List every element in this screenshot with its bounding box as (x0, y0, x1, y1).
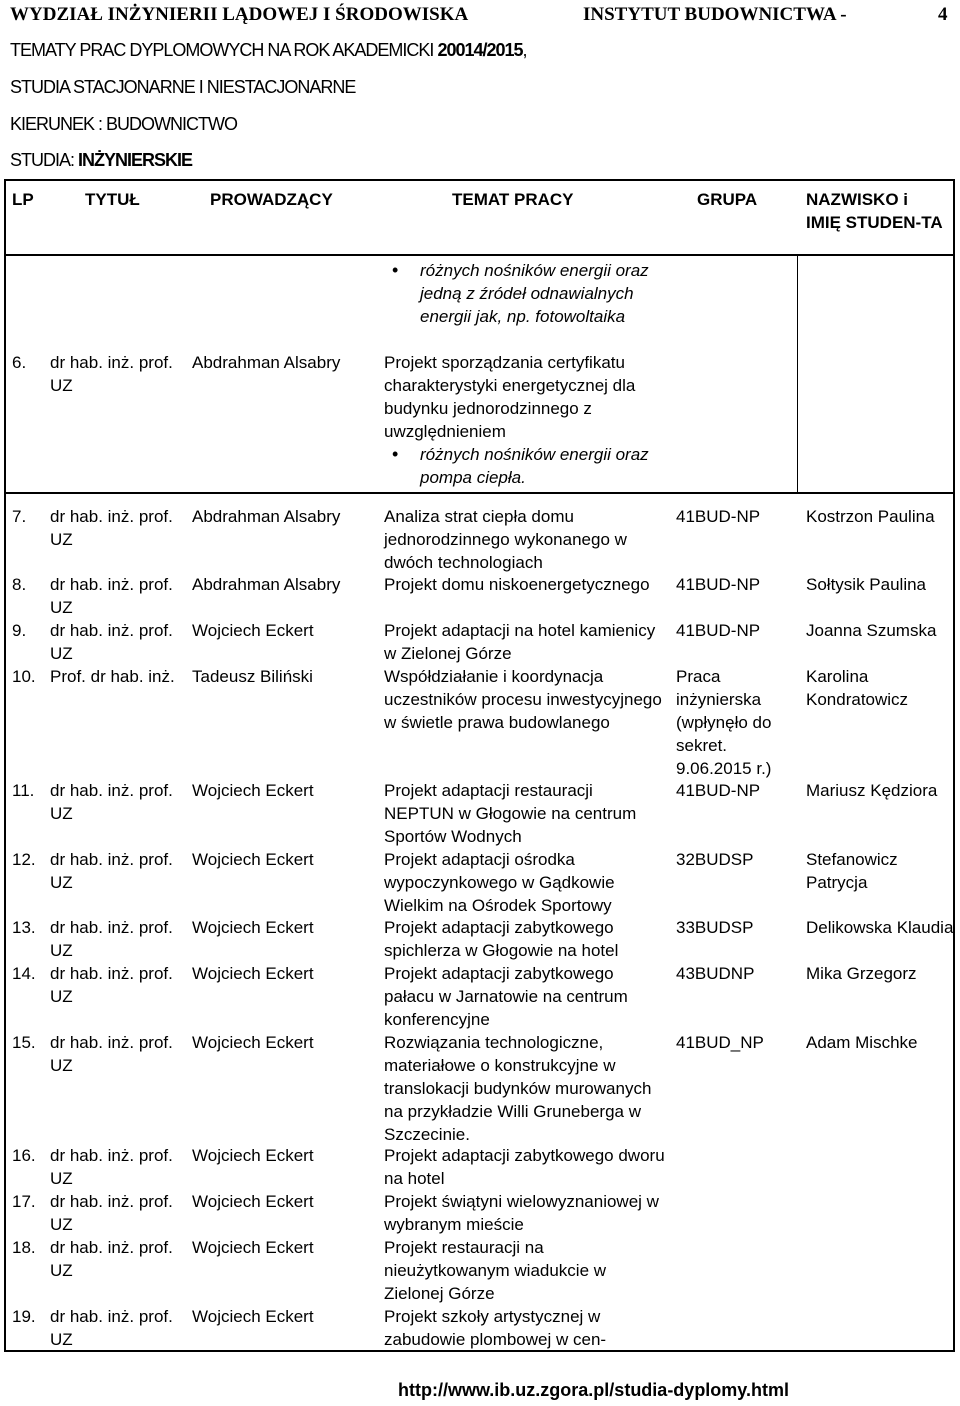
table-row-topic: Analiza strat ciepła domu jednorodzinnego wykonanego w dwóch technologiach (384, 507, 627, 572)
table-row-title: dr hab. inż. prof. UZ (50, 850, 173, 892)
table-row-lp: 8. (12, 575, 27, 594)
table-row-group: 33BUDSP (676, 918, 754, 937)
table-row-student: Joanna Szumska (806, 621, 937, 640)
row-6-supervisor: Abdrahman Alsabry (192, 353, 341, 372)
table-row-topic: Projekt świątyni wielowyznaniowej w wybranym mieście (384, 1192, 659, 1234)
institute-name: INSTYTUT BUDOWNICTWA - (583, 4, 847, 25)
table-row-title: dr hab. inż. prof. UZ (50, 1192, 173, 1234)
table-row-group: 43BUDNP (676, 964, 755, 983)
table-row-student: Mika Grzegorz (806, 964, 917, 983)
table-row-title: dr hab. inż. prof. UZ (50, 781, 173, 823)
table-row-group: 41BUD_NP (676, 1033, 764, 1052)
header-line-4: STUDIA: INŻYNIERSKIE (10, 150, 193, 170)
list-item: • różnych nośników energii oraz jedną z źródeł odnawialnych energii jak, np. fotowoltaika (384, 259, 674, 328)
table-row-topic: Projekt adaptacji zabytkowego spichlerza w Głogowie na hotel (384, 918, 619, 960)
table-row-student: Stefanowicz Patrycja (806, 850, 898, 892)
table-row-group: 41BUD-NP (676, 781, 761, 800)
table-row-supervisor: Tadeusz Biliński (192, 667, 313, 686)
page-number: 4 (938, 4, 948, 25)
table-row-title: dr hab. inż. prof. UZ (50, 621, 173, 663)
column-header-nazwisko: NAZWISKO i IMIĘ STUDEN-TA (806, 190, 943, 232)
table-row-title: Prof. dr hab. inż. (50, 667, 175, 686)
table-row-title: dr hab. inż. prof. UZ (50, 1033, 173, 1075)
table-row-student: Karolina Kondratowicz (806, 667, 909, 709)
table-row-lp: 7. (12, 507, 27, 526)
row-6-title: dr hab. inż. prof. UZ (50, 353, 173, 395)
table-row-topic: Projekt szkoły artystycznej w zabudowie plombowej w cen- (384, 1307, 607, 1349)
table-row-group: 41BUD-NP (676, 507, 761, 526)
header-line-3: KIERUNEK : BUDOWNICTWO (10, 114, 238, 134)
table-row-lp: 10. (12, 667, 36, 686)
list-item: • różnych nośników energii oraz pompa ciepła. (384, 443, 666, 489)
table-row-title: dr hab. inż. prof. UZ (50, 1238, 173, 1280)
table-row-supervisor: Wojciech Eckert (192, 1146, 314, 1165)
table-row-supervisor: Abdrahman Alsabry (192, 575, 341, 594)
footer-url: http://www.ib.uz.zgora.pl/studia-dyplomy.html (398, 1380, 789, 1400)
row-separator (4, 492, 955, 494)
table-row-lp: 11. (12, 781, 35, 800)
table-row-topic: Projekt domu niskoenergetycznego (384, 575, 650, 594)
table-row-lp: 18. (12, 1238, 36, 1257)
table-row-topic: Projekt adaptacji ośrodka wypoczynkowego w Gądkowie Wielkim na Ośrodek Sportowy (384, 850, 615, 915)
table-row-title: dr hab. inż. prof. UZ (50, 1307, 173, 1349)
column-header-grupa: GRUPA (697, 190, 758, 209)
table-row-supervisor: Wojciech Eckert (192, 964, 314, 983)
table-row-lp: 16. (12, 1146, 36, 1165)
row-6-lp: 6. (12, 353, 27, 372)
table-row-lp: 17. (12, 1192, 36, 1211)
carryover-topic (384, 259, 674, 328)
table-row-supervisor: Wojciech Eckert (192, 1033, 314, 1052)
table-row-lp: 19. (12, 1307, 36, 1326)
table-row-topic: Współdziałanie i koordynacja uczestników procesu inwestycyjnego w świetle prawa budowlanego (384, 667, 662, 732)
table-row-topic: Projekt adaptacji zabytkowego dworu na hotel (384, 1146, 665, 1188)
page-header (10, 4, 950, 30)
table-row-supervisor: Wojciech Eckert (192, 1307, 314, 1326)
table-row-group: 41BUD-NP (676, 575, 761, 594)
table-row-student: Kostrzon Paulina (806, 507, 935, 526)
table-row-group: 41BUD-NP (676, 621, 761, 640)
table-row-lp: 12. (12, 850, 36, 869)
table-row-supervisor: Wojciech Eckert (192, 850, 314, 869)
column-header-lp: LP (12, 190, 34, 209)
table-row-title: dr hab. inż. prof. UZ (50, 918, 173, 960)
table-row-supervisor: Wojciech Eckert (192, 781, 314, 800)
table-row-group: Praca inżynierska (wpłynęło do sekret. 9.06.2015 r.) (676, 667, 772, 778)
table-row-topic: Projekt adaptacji zabytkowego pałacu w Jarnatowie na centrum konferencyjne (384, 964, 628, 1029)
table-row-supervisor: Abdrahman Alsabry (192, 507, 341, 526)
header-line-1: TEMATY PRAC DYPLOMOWYCH NA ROK AKADEMICKI 20014/2015, (10, 40, 527, 60)
faculty-name: WYDZIAŁ INŻYNIERII LĄDOWEJ I ŚRODOWISKA (10, 4, 469, 25)
table-row-topic: Projekt adaptacji na hotel kamienicy w Zielonej Górze (384, 621, 656, 663)
header-line-2: STUDIA STACJONARNE I NIESTACJONARNE (10, 77, 356, 97)
table-row-topic: Rozwiązania technologiczne, materiałowe o konstrukcyjne w translokacji budynków murowanych na przykładzie Willi Gruneberga w Szczecinie. (384, 1033, 652, 1144)
table-row-title: dr hab. inż. prof. UZ (50, 575, 173, 617)
column-header-tytul: TYTUŁ (85, 190, 140, 209)
column-header-temat: TEMAT PRACY (452, 190, 574, 209)
header-separator (4, 254, 955, 256)
table-row-supervisor: Wojciech Eckert (192, 1238, 314, 1257)
table-row-student: Adam Mischke (806, 1033, 918, 1052)
table-row-lp: 15. (12, 1033, 36, 1052)
table-row-group: 32BUDSP (676, 850, 754, 869)
table-row-title: dr hab. inż. prof. UZ (50, 507, 173, 549)
table-row-student: Mariusz Kędziora (806, 781, 938, 800)
column-header-prowadzacy: PROWADZĄCY (210, 190, 333, 209)
table-row-lp: 14. (12, 964, 36, 983)
table-row-supervisor: Wojciech Eckert (192, 621, 314, 640)
table-row-title: dr hab. inż. prof. UZ (50, 1146, 173, 1188)
table-row-student: Sołtysik Paulina (806, 575, 927, 594)
table-row-title: dr hab. inż. prof. UZ (50, 964, 173, 1006)
table-row-supervisor: Wojciech Eckert (192, 918, 314, 937)
table-row-supervisor: Wojciech Eckert (192, 1192, 314, 1211)
table-row-lp: 9. (12, 621, 27, 640)
table-row-student: Delikowska Klaudia (806, 918, 954, 937)
table-row-lp: 13. (12, 918, 36, 937)
table-row-topic: Projekt restauracji na nieużytkowanym wiadukcie w Zielonej Górze (384, 1238, 607, 1303)
table-row-topic: Projekt adaptacji restauracji NEPTUN w Głogowie na centrum Sportów Wodnych (384, 781, 637, 846)
row-6-topic: Projekt sporządzania certyfikatu charakterystyki energetycznej dla budynku jednorodzinnego z uwzględnieniem • różnych nośników energii oraz pompa ciepła. (384, 351, 666, 489)
column-divider (797, 254, 798, 494)
